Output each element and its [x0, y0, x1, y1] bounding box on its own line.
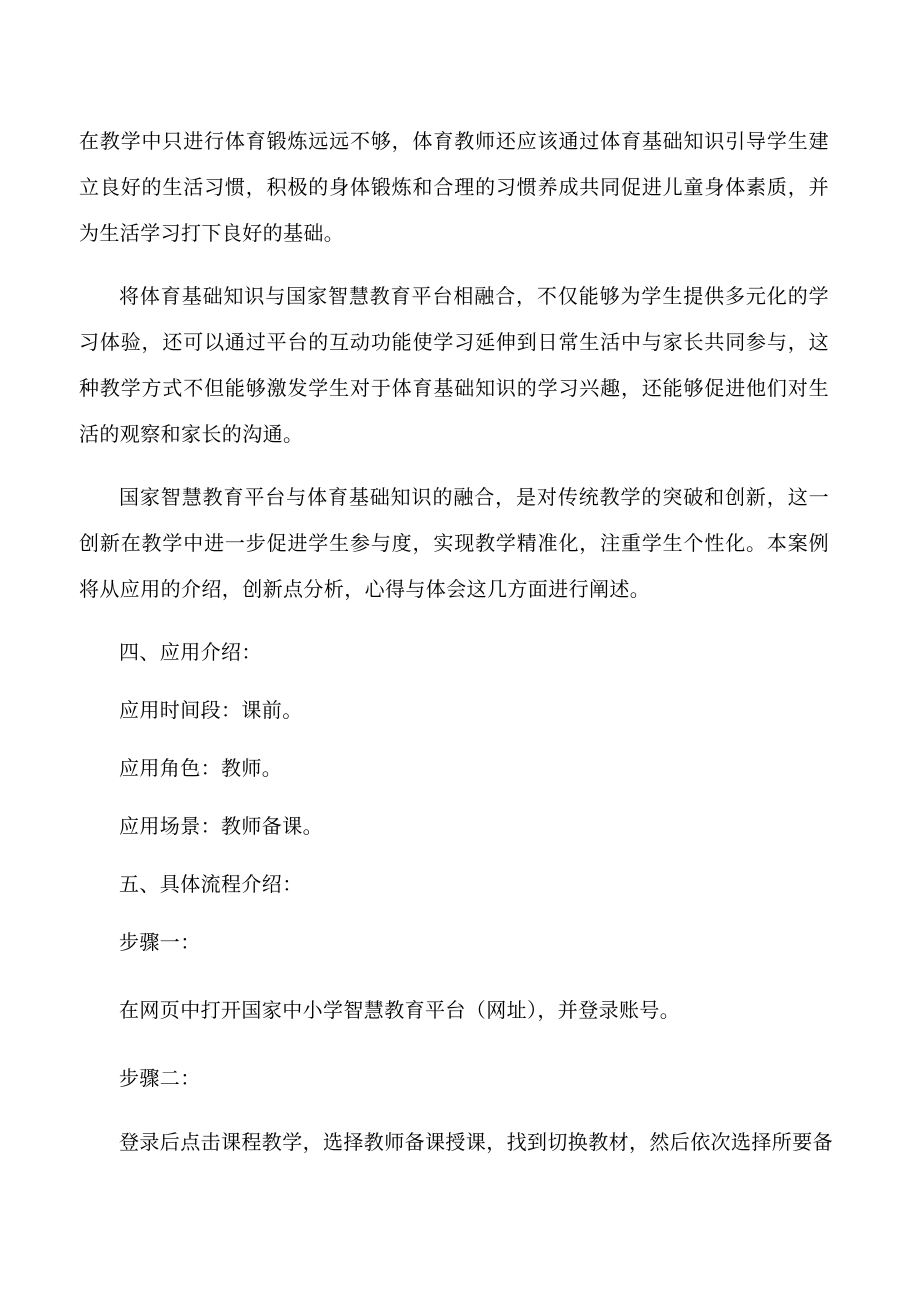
step-one-label: 步骤一： [119, 930, 201, 954]
section-heading-process: 五、具体流程介绍： [119, 872, 303, 896]
paragraph-intro: 在教学中只进行体育锻炼远远不够，体育教师还应该通过体育基础知识引导学生建立良好的生活习惯，积极的身体锻炼和合理的习惯养成共同促进儿童身体素质，并为生活学习打下良好的基础。 [79, 129, 829, 245]
step-one-text: 在网页中打开国家中小学智慧教育平台（网址），并登录账号。 [119, 998, 681, 1022]
section-heading-application: 四、应用介绍： [119, 640, 262, 664]
step-two-label: 步骤二： [119, 1066, 201, 1090]
application-scene: 应用场景：教师备课。 [119, 814, 323, 838]
application-time: 应用时间段：课前。 [119, 698, 303, 722]
application-role: 应用角色：教师。 [119, 756, 283, 780]
document-page [79, 118, 833, 1165]
paragraph-integration: 将体育基础知识与国家智慧教育平台相融合，不仅能够为学生提供多元化的学习体验，还可以通过平台的互动功能使学习延伸到日常生活中与家长共同参与，这种教学方式不但能够激发学生对于体育基础知识的学习兴趣，还能够促进他们对生活的观察和家长的沟通。 [79, 284, 829, 446]
step-two-text: 登录后点击课程教学，选择教师备课授课，找到切换教材，然后依次选择所要备 [119, 1130, 833, 1154]
paragraph-innovation: 国家智慧教育平台与体育基础知识的融合，是对传统教学的突破和创新，这一创新在教学中进一步促进学生参与度，实现教学精准化，注重学生个性化。本案例将从应用的介绍，创新点分析，心得与体会这几方面进行阐述。 [79, 485, 829, 601]
